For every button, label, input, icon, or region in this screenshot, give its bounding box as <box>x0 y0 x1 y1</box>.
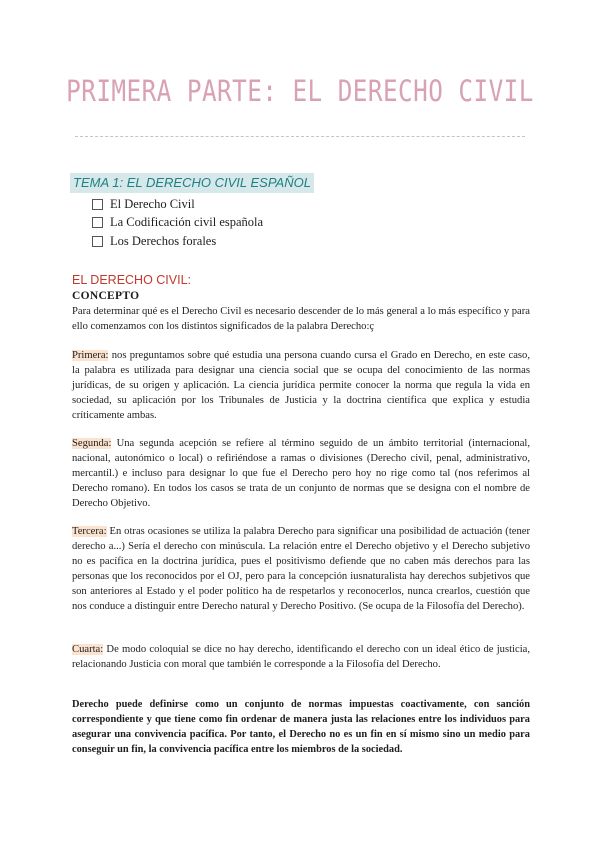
page-title: PRIMERA PARTE: EL DERECHO CIVIL <box>66 74 534 108</box>
checklist-item-label: El Derecho Civil <box>110 196 195 211</box>
meaning-paragraph <box>72 436 530 511</box>
meaning-paragraph <box>72 642 530 672</box>
meaning-label: Cuarta: <box>72 644 104 655</box>
checklist-item[interactable] <box>92 195 263 214</box>
meaning-text: nos preguntamos sobre qué estudia una persona cuando cursa el Grado en Derecho, en este caso, la palabra es utilizada para designar una ciencia social que se ocupa del conocimiento de las normas jurídicas, de su origen y aplicación. La ciencia jurídica permite conocer la norma que regula la vida en sociedad, su aplicación por los Tribunales de Justicia y la doctrina científica que explica y estudia críticamente ambas. <box>72 350 530 421</box>
meaning-text: De modo coloquial se dice no hay derecho, identificando el derecho con un ideal ético de justicia, relacionando Justicia con moral que también le corresponde a la Filosofía del Derecho. <box>72 644 530 670</box>
section-title: EL DERECHO CIVIL: <box>72 273 192 287</box>
intro-paragraph: Para determinar qué es el Derecho Civil es necesario descender de lo más general a lo más específico y para ello comenzamos con los distintos significados de la palabra Derecho:ç <box>72 306 530 332</box>
checkbox-icon[interactable] <box>92 199 103 210</box>
checklist-item-label: Los Derechos forales <box>110 233 217 248</box>
dashed-divider <box>75 136 525 137</box>
meaning-paragraph <box>72 348 530 423</box>
checklist-item[interactable] <box>92 214 263 233</box>
meaning-label: Segunda: <box>72 438 112 449</box>
tema-heading: TEMA 1: EL DERECHO CIVIL ESPAÑOL <box>70 173 314 193</box>
subheading: CONCEPTO <box>72 290 140 302</box>
meaning-paragraph <box>72 524 530 614</box>
meaning-text: En otras ocasiones se utiliza la palabra Derecho para significar una posibilidad de actuación (tener derecho a...) Sería el derecho con minúscula. La relación entre el Derecho objetivo y el Derecho subjetivo no es pacífica en la doctrina jurídica, pues el positivismo defiende que no caben más derechos para las personas que los reconocidos por el OJ, pero para la concepción iusnaturalista hay derechos subjetivos que son anteriores al Estado y el poder político ha de respetarlos y reconocerlos, nunca crearlos, cuestión que nos conduce a distinguir entre Derecho natural y Derecho Positivo. (Se ocupa de la Filosofía del Derecho). <box>72 526 530 612</box>
meaning-text: Una segunda acepción se refiere al término seguido de un ámbito territorial (internacional, nacional, autonómico o local) o refiriéndose a ramas o divisiones (Derecho civil, penal, administrativo, mercantil.) e incluso para designar lo que fue el Derecho pero hoy no rige como tal (nos referimos al Derecho romano). En todos los casos se trata de un conjunto de normas que se designa con el nombre de Derecho Objetivo. <box>72 438 530 509</box>
meaning-label: Tercera: <box>72 526 107 537</box>
definition-paragraph: Derecho puede definirse como un conjunto de normas impuestas coactivamente, con sanción correspondiente y que tiene como fin ordenar de manera justa las relaciones entre los individuos para asegurar una convivencia pacífica. Por tanto, el Derecho no es un fin en sí mismo sino un medio para conseguir un fin, la convivencia pacífica entre los miembros de la sociedad. <box>72 699 530 755</box>
checkbox-icon[interactable] <box>92 217 103 228</box>
checklist-item-label: La Codificación civil española <box>110 215 264 230</box>
topic-checklist <box>92 195 263 251</box>
checkbox-icon[interactable] <box>92 236 103 247</box>
checklist-item[interactable] <box>92 232 263 251</box>
meaning-label: Primera: <box>72 350 109 361</box>
